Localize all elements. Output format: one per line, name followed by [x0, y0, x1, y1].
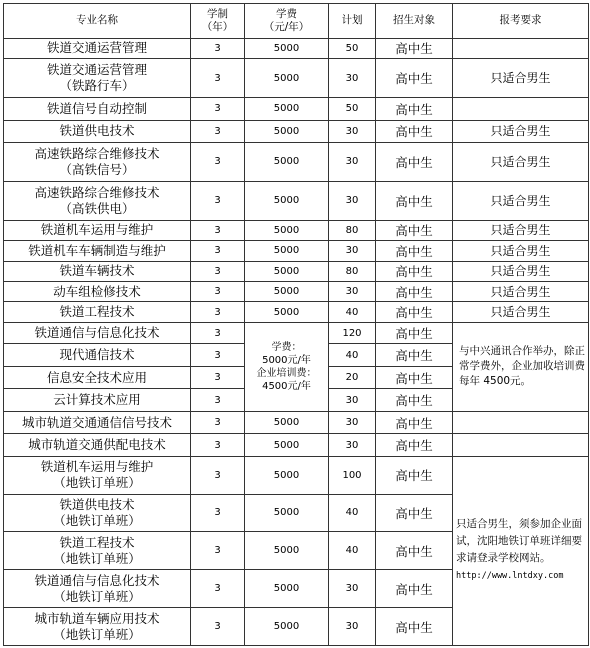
fee-cell: 5000: [245, 302, 329, 322]
fee-cell: 5000: [245, 120, 329, 142]
years-cell: 3: [191, 570, 245, 608]
target-cell: 高中生: [376, 120, 453, 142]
header-requirement: 报考要求: [453, 4, 589, 39]
major-name: 城市轨道交通供配电技术: [4, 434, 191, 456]
years-cell: 3: [191, 261, 245, 281]
table-row: [4, 241, 589, 261]
table-row: [4, 220, 589, 240]
target-cell: 高中生: [376, 38, 453, 58]
requirement-cell: [453, 38, 589, 58]
admission-table: [3, 3, 589, 646]
fee-cell: 5000: [245, 494, 329, 532]
plan-cell: 40: [329, 494, 376, 532]
major-name: 铁道供电技术: [4, 120, 191, 142]
years-cell: 3: [191, 344, 245, 366]
requirement-cell: 只适合男生: [453, 302, 589, 322]
major-name: 城市轨道车辆应用技术 （地铁订单班）: [4, 608, 191, 646]
fee-cell: 5000: [245, 282, 329, 302]
plan-cell: 30: [329, 282, 376, 302]
requirement-cell: [453, 98, 589, 120]
target-cell: 高中生: [376, 261, 453, 281]
major-name: 高速铁路综合维修技术 （高铁供电）: [4, 181, 191, 220]
target-cell: 高中生: [376, 282, 453, 302]
fee-cell: 5000: [245, 411, 329, 433]
years-cell: 3: [191, 282, 245, 302]
major-name: 铁道通信与信息化技术 （地铁订单班）: [4, 570, 191, 608]
fee-merged-cell: 学费： 5000元/年 企业培训费： 4500元/年: [245, 322, 329, 411]
fee-cell: 5000: [245, 220, 329, 240]
plan-cell: 30: [329, 143, 376, 182]
plan-cell: 80: [329, 220, 376, 240]
header-plan: 计划: [329, 4, 376, 39]
years-cell: 3: [191, 411, 245, 433]
years-cell: 3: [191, 38, 245, 58]
plan-cell: 100: [329, 456, 376, 494]
requirement-cell: 只适合男生: [453, 120, 589, 142]
major-name: 铁道通信与信息化技术: [4, 322, 191, 343]
fee-cell: 5000: [245, 181, 329, 220]
plan-cell: 30: [329, 389, 376, 411]
plan-cell: 30: [329, 434, 376, 456]
target-cell: 高中生: [376, 344, 453, 366]
years-cell: 3: [191, 434, 245, 456]
plan-cell: 30: [329, 120, 376, 142]
major-name: 铁道工程技术 （地铁订单班）: [4, 532, 191, 570]
requirement-cell: 只适合男生: [453, 261, 589, 281]
plan-cell: 20: [329, 366, 376, 388]
requirement-cell: 只适合男生: [453, 220, 589, 240]
plan-cell: 30: [329, 411, 376, 433]
table-row: [4, 434, 589, 456]
table-row: [4, 181, 589, 220]
major-name: 铁道机车车辆制造与维护: [4, 241, 191, 261]
target-cell: 高中生: [376, 494, 453, 532]
target-cell: 高中生: [376, 59, 453, 98]
major-name: 铁道交通运营管理 （铁路行车）: [4, 59, 191, 98]
target-cell: 高中生: [376, 366, 453, 388]
plan-cell: 50: [329, 98, 376, 120]
table-row: [4, 59, 589, 98]
major-name: 铁道机车运用与维护 （地铁订单班）: [4, 456, 191, 494]
years-cell: 3: [191, 322, 245, 343]
major-name: 铁道工程技术: [4, 302, 191, 322]
plan-cell: 120: [329, 322, 376, 343]
plan-cell: 30: [329, 241, 376, 261]
years-cell: 3: [191, 143, 245, 182]
header-row: [4, 4, 589, 39]
table-row: [4, 38, 589, 58]
fee-cell: 5000: [245, 98, 329, 120]
fee-cell: 5000: [245, 608, 329, 646]
major-name: 信息安全技术应用: [4, 366, 191, 388]
plan-cell: 40: [329, 344, 376, 366]
header-years: 学制 （年）: [191, 4, 245, 39]
fee-cell: 5000: [245, 59, 329, 98]
metro-requirement-text: 只适合男生，须参加企业面试，沈阳地铁订单班详细要求请登录学校网站。: [456, 518, 582, 565]
target-cell: 高中生: [376, 608, 453, 646]
major-name: 高速铁路综合维修技术 （高铁信号）: [4, 143, 191, 182]
table-row: [4, 120, 589, 142]
target-cell: 高中生: [376, 322, 453, 343]
target-cell: 高中生: [376, 181, 453, 220]
table-row: [4, 322, 589, 343]
plan-cell: 50: [329, 38, 376, 58]
years-cell: 3: [191, 389, 245, 411]
years-cell: 3: [191, 532, 245, 570]
requirement-cell: [453, 434, 589, 456]
fee-cell: 5000: [245, 143, 329, 182]
years-cell: 3: [191, 366, 245, 388]
requirement-cell: 只适合男生: [453, 143, 589, 182]
major-name: 现代通信技术: [4, 344, 191, 366]
table-row: [4, 302, 589, 322]
target-cell: 高中生: [376, 456, 453, 494]
years-cell: 3: [191, 220, 245, 240]
target-cell: 高中生: [376, 241, 453, 261]
target-cell: 高中生: [376, 220, 453, 240]
major-name: 铁道信号自动控制: [4, 98, 191, 120]
years-cell: 3: [191, 120, 245, 142]
requirement-metro-cell: [453, 456, 589, 645]
fee-cell: 5000: [245, 570, 329, 608]
plan-cell: 40: [329, 302, 376, 322]
target-cell: 高中生: [376, 302, 453, 322]
target-cell: 高中生: [376, 570, 453, 608]
fee-cell: 5000: [245, 532, 329, 570]
fee-cell: 5000: [245, 434, 329, 456]
requirement-cell: 只适合男生: [453, 241, 589, 261]
years-cell: 3: [191, 241, 245, 261]
table-row: [4, 282, 589, 302]
fee-cell: 5000: [245, 38, 329, 58]
table-row: [4, 456, 589, 494]
plan-cell: 30: [329, 59, 376, 98]
years-cell: 3: [191, 302, 245, 322]
years-cell: 3: [191, 59, 245, 98]
years-cell: 3: [191, 181, 245, 220]
major-name: 铁道机车运用与维护: [4, 220, 191, 240]
plan-cell: 30: [329, 181, 376, 220]
school-website-link[interactable]: http://www.lntdxy.com: [456, 571, 564, 582]
target-cell: 高中生: [376, 143, 453, 182]
table-row: [4, 98, 589, 120]
major-name: 云计算技术应用: [4, 389, 191, 411]
plan-cell: 80: [329, 261, 376, 281]
target-cell: 高中生: [376, 532, 453, 570]
target-cell: 高中生: [376, 98, 453, 120]
table-row: [4, 411, 589, 433]
major-name: 动车组检修技术: [4, 282, 191, 302]
major-name: 城市轨道交通通信信号技术: [4, 411, 191, 433]
header-major: 专业名称: [4, 4, 191, 39]
plan-cell: 30: [329, 570, 376, 608]
fee-cell: 5000: [245, 456, 329, 494]
header-fee: 学费 （元/年）: [245, 4, 329, 39]
requirement-cell: [453, 411, 589, 433]
table-row: [4, 261, 589, 281]
fee-cell: 5000: [245, 261, 329, 281]
years-cell: 3: [191, 494, 245, 532]
major-name: 铁道车辆技术: [4, 261, 191, 281]
plan-cell: 30: [329, 608, 376, 646]
major-name: 铁道交通运营管理: [4, 38, 191, 58]
header-target: 招生对象: [376, 4, 453, 39]
requirement-cell: 只适合男生: [453, 181, 589, 220]
plan-cell: 40: [329, 532, 376, 570]
target-cell: 高中生: [376, 434, 453, 456]
years-cell: 3: [191, 98, 245, 120]
fee-cell: 5000: [245, 241, 329, 261]
years-cell: 3: [191, 456, 245, 494]
years-cell: 3: [191, 608, 245, 646]
requirement-cell: 只适合男生: [453, 59, 589, 98]
requirement-merged-cell: 与中兴通讯合作举办，除正常学费外，企业加收培训费每年 4500元。: [453, 322, 589, 411]
target-cell: 高中生: [376, 389, 453, 411]
requirement-cell: 只适合男生: [453, 282, 589, 302]
table-row: [4, 143, 589, 182]
major-name: 铁道供电技术 （地铁订单班）: [4, 494, 191, 532]
target-cell: 高中生: [376, 411, 453, 433]
